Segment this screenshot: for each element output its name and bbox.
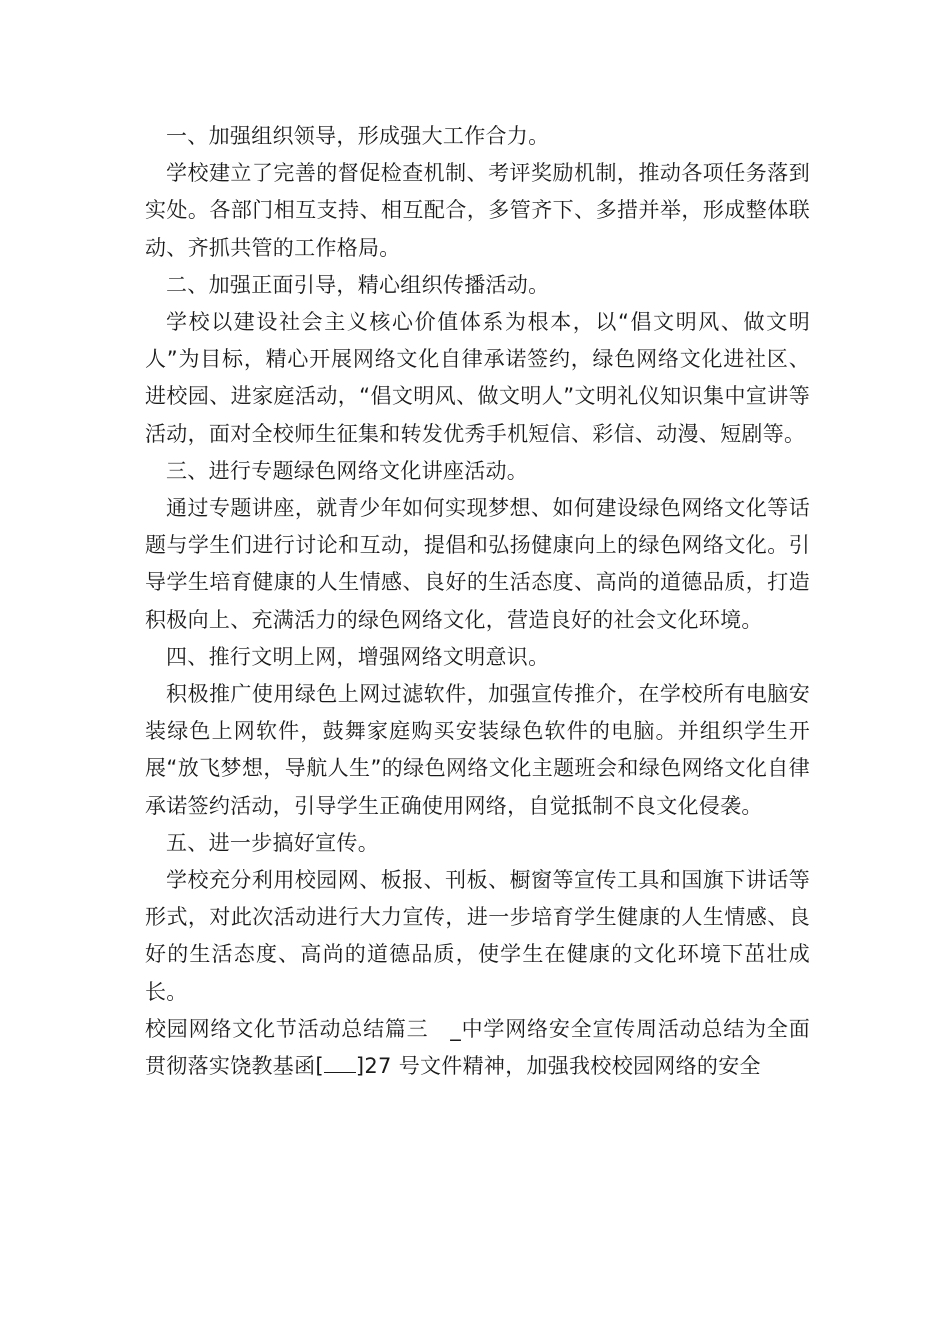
body-paragraph-1: 学校建立了完善的督促检查机制、考评奖励机制，推动各项任务落到实处。各部门相互支持、相互配合，多管齐下、多措并举，形成整体联动、齐抓共管的工作格局。 [145, 161, 810, 260]
section-heading-2: 二、加强正面引导，精心组织传播活动。 [166, 272, 550, 297]
body-paragraph-2: 学校以建设社会主义核心价值体系为根本，以“倡文明风、做文明人”为目标，精心开展网络文化自律承诺签约，绿色网络文化进社区、进校园、进家庭活动，“倡文明风、做文明人”文明礼仪知识集中宣讲等活动，面对全校师生征集和转发优秀手机短信、彩信、动漫、短剧等。 [145, 310, 810, 446]
body-paragraph-3: 通过专题讲座，就青少年如何实现梦想、如何建设绿色网络文化等话题与学生们进行讨论和互动，提倡和弘扬健康向上的绿色网络文化。引导学生培育健康的人生情感、良好的生活态度、高尚的道德品质，打造积极向上、充满活力的绿色网络文化，营造良好的社会文化环境。 [145, 496, 810, 632]
body-paragraph-5: 学校充分利用校园网、板报、刊板、橱窗等宣传工具和国旗下讲话等形式，对此次活动进行大力宣传，进一步培育学生健康的人生情感、良好的生活态度、高尚的道德品质，使学生在健康的文化环境下茁壮成长。 [145, 868, 810, 1004]
fill-in-blank [324, 1054, 356, 1073]
section-heading-4: 四、推行文明上网，增强网络文明意识。 [166, 644, 550, 669]
document-body [145, 118, 810, 1085]
section-heading-1: 一、加强组织领导，形成强大工作合力。 [166, 124, 550, 148]
body-paragraph-4: 积极推广使用绿色上网过滤软件，加强宣传推介，在学校所有电脑安装绿色上网软件，鼓舞家庭购买安装绿色软件的电脑。并组织学生开展“放飞梦想，导航人生”的绿色网络文化主题班会和绿色网络文化自律承诺签约活动，引导学生正确使用网络，自觉抵制不良文化侵袭。 [145, 682, 810, 818]
next-article-paragraph [145, 1011, 810, 1085]
section-heading-3: 三、进行专题绿色网络文化讲座活动。 [166, 458, 529, 483]
next-article-text-start: 校园网络文化节活动总结篇三 _中学网络安全宣传周活动总结为全面贯彻落实饶教基函[ [145, 1016, 810, 1079]
section-heading-5: 五、进一步搞好宣传。 [166, 830, 379, 855]
next-article-text-end: ]27 号文件精神，加强我校校园网络的安全 [355, 1054, 761, 1079]
